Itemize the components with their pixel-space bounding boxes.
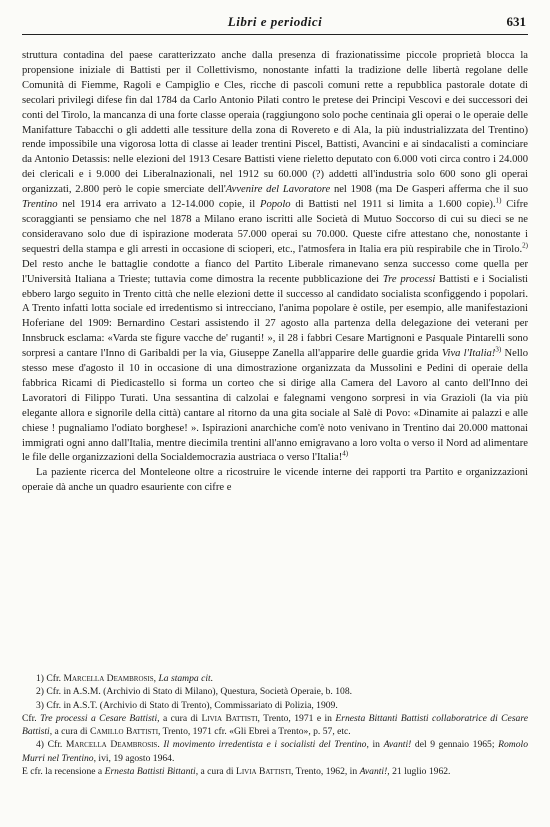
text-run: , Trento, 1971 e in (257, 712, 336, 724)
text-run: , a cura di (49, 726, 90, 738)
italic-title: Trentino (22, 199, 58, 211)
text-run: 4) Cfr. (36, 739, 66, 751)
italic-title: Avvenire del Lavoratore (225, 184, 331, 196)
text-run: , ivi, 19 agosto 1964. (93, 752, 175, 764)
italic-title: Ernesta Bittanti Battisti collaboratrice di Cesare Battisti (22, 712, 528, 738)
footnote-2: 2) Cfr. in A.S.M. (Archivio di Stato di Milano), Questura, Società Operaie, b. 108. (36, 686, 353, 698)
footnotes (22, 672, 528, 778)
text-run: Nello stesso mese d'agosto il 10 in occasione di una dimostrazione organizzata da Mussolini e Pedini di operaie della fabbrica Ricami di Piedicastello si forma un corteo che si dirige alla Camera del Lavoro al canto dell'Inno dei Lavoratori di Filippo Turati. Una sessantina di calzolai e falegnami vengono sorpresi in via Grazioli (la via più elegante allora e signorile della città) cantare al ritorno da una gita sociale al Salè di Povo: «Dinamite ai palazzi e alle chiese ! pugnaliamo l'odiato borghese! ». Ispirazioni anarchiche com'è noto venivano in Trentino dai 20.000 mattonai immigrati ogni anno dall'Italia, mentre diecimila trentini all'anno emigravano a loro volta o verso il Nord ad alimentare le file delle organizzazioni della Socialdemocrazia austriaca o verso l'Italia! (22, 348, 528, 464)
body-paragraph (22, 49, 528, 466)
footnote-3-continued (22, 712, 528, 739)
text-run: , a cura di (157, 712, 202, 724)
italic-title: Tre processi (382, 273, 436, 285)
author-name: Livia Battisti (235, 766, 292, 778)
text-run: nel 1908 (ma De Gasperi afferma che il suo (330, 184, 529, 196)
text-run: , (153, 673, 159, 684)
footnote-4 (22, 738, 528, 765)
text-run: 3) Cfr. in A.S.T. (Archivio di Stato di Trento), Commissariato di Polizia, 1909. (36, 699, 338, 711)
footnote-1 (22, 672, 528, 685)
italic-title: Il movimento irredentista e i socialisti del Trentino (163, 739, 367, 751)
text-run: Battisti e i Socialisti ebbero largo seguito in Trento città che nelle elezioni dette il successo al candidato socialista sconfiggendo i popolari. A Trento infatti lotta sociale ed irredentismo si intrecciano, l'anima popolare è ostile, per esempio, alle manifestazioni Hoferiane del 1909: Bernardino Cestari assistendo il 27 agosto alla partenza della delegazione dei veterani per Innsbruck esclama: «Varda ste figure vacche de' ruganti! », il 28 i fabbri Cesare Martignoni e Pasquale Pintarelli sono sorpresi a cantare l'Inno di Garibaldi per la via, Giuseppe Zanella all'apparire delle guardie grida (22, 273, 528, 360)
italic-title: Avanti! (359, 766, 388, 778)
text-run: struttura contadina del paese caratterizzato anche dalla presenza di frazionatissime piccole proprietà blocca la propensione iniziale di Battisti per il Collettivismo, nonostante infatti la tradizione delle libertà regolane delle Comunità di Fiemme, Ragoli e Campiglio e Cles, ricche di pascoli comuni rette a repubblica pastorale dotate di secolari privilegi difese fin dal 1784 da Carlo Antonio Pilati contro le pretese dei Principi Vescovi e dei successori dei conti del Tirolo, la mancanza di una forte classe operaia (raggiungono solo poche centinaia gli operai o le operaie delle Manifatture Tabacchi o gli addetti alle tessiture della zona di Rovereto e di Ala, la più industrializzata del Trentino) rende impossibile una vigorosa lotta di classe ai leader trentini Piscel, Battisti, Avancini e ai sindacalisti a cominciare da Antonio Detassis: nelle elezioni del 1913 Cesare Battisti viene rieletto deputato con 6.000 voti circa contro i 24.000 dei clericali e i 9.000 dei Liberalnazionali, nel 1912 su 60.000 (?) addetti all'industria solo 600 sono gli operai organizzati, 2.800 però le copie smerciate dell' (22, 50, 528, 196)
italic-title: Tre processi a Cesare Battisti (40, 712, 158, 724)
text-run: , in (366, 739, 384, 751)
text-run: , Trento, 1971 cfr. «Gli Ebrei a Trento», p. 57, etc. (158, 726, 351, 738)
footnote-ref: 4) (342, 449, 349, 458)
text-run: E cfr. la recensione a (22, 766, 105, 778)
text-run: nel 1914 era arrivato a 12-14.000 copie, il (57, 199, 260, 211)
page-number: 631 (506, 14, 526, 29)
footnote-3 (22, 699, 528, 712)
italic-title: Popolo (259, 199, 291, 211)
body-paragraph: La paziente ricerca del Monteleone oltre a ricostruire le vicende interne dei rapporti tra Partito e organizzazioni operaie dà anche un quadro esauriente con cifre e (22, 467, 528, 494)
text-run: 1) Cfr. (36, 673, 64, 684)
author-name: Marcella Deambrosis (65, 739, 158, 751)
footnote-ref: 3) (495, 345, 502, 354)
running-title: Libri e periodici (227, 14, 323, 29)
text-run: di Battisti nel 1911 si limita a 1.600 copie). (290, 199, 496, 211)
footnote-ref: 2) (522, 241, 528, 250)
author-name: Camillo Battisti (89, 726, 159, 738)
text-run: , 21 luglio 1962. (387, 766, 451, 778)
page-header (22, 12, 528, 35)
text-run: . (157, 739, 164, 751)
body-text (22, 49, 528, 496)
italic-title: Avanti! (383, 739, 412, 751)
italic-quote: Viva l'Italia! (441, 348, 496, 360)
footnote-ref: 1) (495, 196, 502, 205)
italic-title: La stampa cit. (158, 673, 214, 684)
author-name: Livia Battisti (201, 712, 258, 724)
italic-title: Ernesta Battisti Bittanti (104, 766, 196, 778)
text-run: , Trento, 1962, in (291, 766, 360, 778)
text-run: del 9 gennaio 1965; (411, 739, 499, 751)
italic-title: Romolo Murri nel Trentino (22, 739, 528, 764)
author-name: Marcella Deambrosis (63, 673, 154, 684)
text-run: Del resto anche le battaglie condotte a fianco del Partito Liberale rimanevano senza successo come quella per l'Università Italiana a Trieste; tuttavia come dimostra la recente pubblicazione dei (22, 258, 528, 285)
footnote-4-continued (22, 765, 528, 778)
text-run: Cfr. (22, 712, 41, 724)
text-run: , a cura di (195, 766, 236, 778)
text-run: Cifre scoraggianti se pensiamo che nel 1878 a Milano erano iscritti alle Società di Mutuo Soccorso di cui su dieci se ne consideravano solo due di ispirazione moderata 57.000 operai su 70.000. Queste cifre attestano che, nonostante i sequestri della stampa e gli arresti in occasione di scioperi, etc., l'atmosfera in Italia era più respirabile che in Tirolo. (22, 199, 528, 255)
